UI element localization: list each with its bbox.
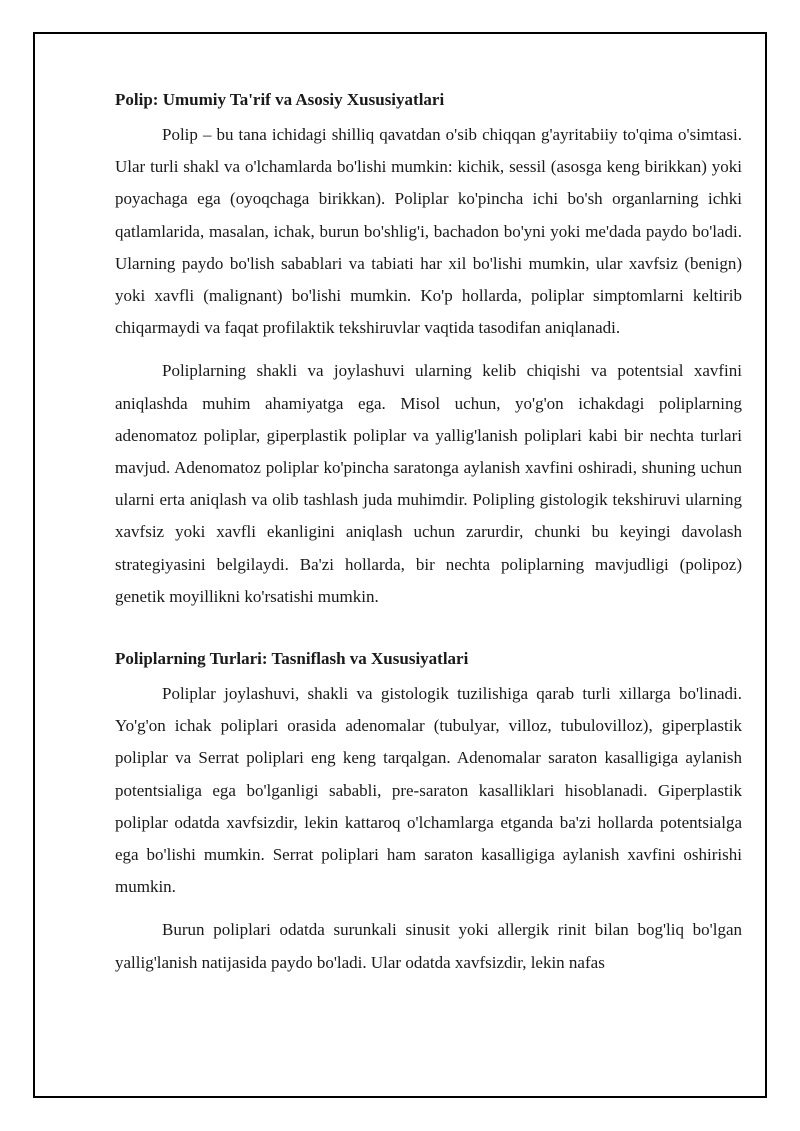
section-heading-1: Polip: Umumiy Ta'rif va Asosiy Xususiyatlari [115, 90, 445, 109]
document-body [115, 84, 742, 990]
section-1-paragraph-2: Poliplarning shakli va joylashuvi ularning kelib chiqishi va potentsial xavfini aniqlashda muhim ahamiyatga ega. Misol uchun, yo'g'on ichakdagi poliplarning adenomatoz poliplar, giperplastik poliplar va yallig'lanish poliplari kabi bir nechta turlari mavjud. Adenomatoz poliplar ko'pincha saratonga aylanish xavfini oshiradi, shuning uchun ularni erta aniqlash va olib tashlash juda muhimdir. Polipling gistologik tekshiruvi ularning xavfsiz yoki xavfli ekanligini aniqlash uchun zarurdir, chunki bu keyingi davolash strategiyasini belgilaydi. Ba'zi hollarda, bir nechta poliplarning mavjudligi (polipoz) genetik moyillikni ko'rsatishi mumkin. [115, 361, 742, 606]
section-heading-2: Poliplarning Turlari: Tasniflash va Xususiyatlari [115, 649, 469, 669]
section-2-paragraph-1: Poliplar joylashuvi, shakli va gistologik tuzilishiga qarab turli xillarga bo'linadi. Yo'g'on ichak poliplari orasida adenomalar (tubulyar, villoz, tubulovilloz), giperplastik poliplar va Serrat poliplari eng keng tarqalgan. Adenomalar saraton kasalligiga aylanish potentsialiga ega bo'lganligi sababli, pre-saraton kasalliklari hisoblanadi. Giperplastik poliplar odatda xavfsizdir, lekin kattaroq o'lchamlarga etganda ba'zi hollarda potentsialga ega bo'lishi mumkin. Serrat poliplari ham saraton kasalligiga aylanish xavfini oshirishi mumkin. [115, 684, 742, 897]
section-2-paragraph-2: Burun poliplari odatda surunkali sinusit yoki allergik rinit bilan bog'liq bo'lgan yallig'lanish natijasida paydo bo'ladi. Ular odatda xavfsizdir, lekin nafas [115, 920, 742, 972]
section-1-paragraph-1: Polip – bu tana ichidagi shilliq qavatdan o'sib chiqqan g'ayritabiiy to'qima o'simtasi. Ular turli shakl va o'lchamlarda bo'lishi mumkin: kichik, sessil (asosga keng birikkan) yoki poyachaga ega (oyoqchaga birikkan). Poliplar ko'pincha ichi bo'sh organlarning ichki qatlamlarida, masalan, ichak, burun bo'shlig'i, bachadon bo'yni yoki me'dada paydo bo'ladi. Ularning paydo bo'lish sabablari va tabiati har xil bo'lishi mumkin, ular xavfsiz (benign) yoki xavfli (malignant) bo'lishi mumkin. Ko'p hollarda, poliplar simptomlarni keltirib chiqarmaydi va faqat profilaktik tekshiruvlar vaqtida tasodifan aniqlanadi. [115, 125, 742, 338]
